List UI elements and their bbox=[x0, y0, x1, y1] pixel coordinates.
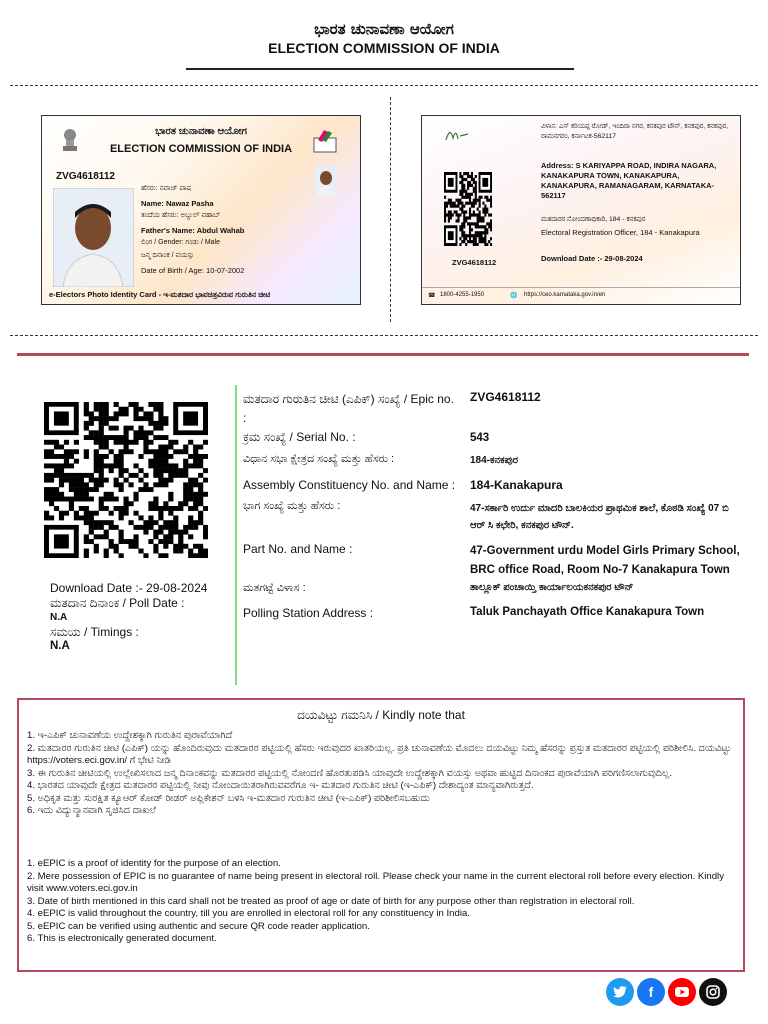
youtube-icon[interactable] bbox=[668, 978, 696, 1006]
notes-title: ದಯವಿಟ್ಟು ಗಮನಿಸಿ / Kindly note that bbox=[297, 708, 465, 722]
constituency-label-kannada: ವಿಧಾನ ಸಭಾ ಕ್ಷೇತ್ರದ ಸಂಖ್ಯೆ ಮತ್ತು ಹೆಸರು : bbox=[243, 453, 395, 465]
polling-address-value-kannada: ತಾಲ್ಲೂಕ್ ಪಂಚಾಯ್ತಿ ಕಾರ್ಯಾಲಯಕನಕಪುರ ಟೌನ್ bbox=[470, 582, 634, 593]
card-epic-number: ZVG4618112 bbox=[56, 171, 115, 182]
constituency-value-english: 184-Kanakapura bbox=[470, 478, 563, 492]
part-label-english: Part No. and Name : bbox=[243, 542, 353, 556]
card-qr-code bbox=[444, 172, 492, 246]
epic-no-label: ಮತದಾರ ಗುರುತಿನ ಚೀಟಿ (ಎಪಿಕ್) ಸಂಖ್ಯೆ / Epic no. : bbox=[243, 392, 454, 425]
epic-card-back bbox=[421, 115, 741, 305]
signature-image bbox=[444, 124, 470, 146]
constituency-label-english: Assembly Constituency No. and Name : bbox=[243, 478, 456, 492]
epic-no-value: ZVG4618112 bbox=[470, 390, 541, 404]
card-footer: e-Electors Photo Identity Card - ಇ-ಮತದಾರ ಭಾವಚಿತ್ರವಿರುವ ಗುರುತಿನ ಚೀಟಿ bbox=[49, 290, 271, 299]
cut-line-middle bbox=[390, 97, 391, 322]
gender: ಲಿಂಗ / Gender: ಗಂಡು / Male bbox=[141, 239, 220, 246]
part-value-english: 47-Government urdu Model Girls Primary School, BRC office Road, Room No-7 Kanakapura Town bbox=[470, 545, 740, 576]
voting-logo-icon bbox=[310, 128, 340, 154]
website-link[interactable]: https://ceo.karnataka.gov.in/en bbox=[524, 292, 606, 298]
download-date: Download Date :- 29-08-2024 bbox=[50, 581, 208, 595]
note-english-item: 2. Mere possession of EPIC is no guarantee of name being present in electoral roll. Please check your name in the current electoral roll before every election. Kindly visit www.voters.eci.gov.in bbox=[27, 870, 724, 894]
father-name-kannada: ತಂದೆಯ ಹೆಸರು: ಅಬ್ದುಲ್ ವಹಾಬ್ bbox=[141, 212, 221, 219]
note-kannada-item: 3. ಈ ಗುರುತಿನ ಚೀಟಿಯಲ್ಲಿ ಉಲ್ಲೇಖಿಸಲಾದ ಜನ್ಮ ದಿನಾಂಕವನ್ನು ಮತದಾರರ ಪಟ್ಟಿಯಲ್ಲಿ ನೋಂದಣಿ ಹೊರತುಪಡಿಸಿ ಯಾವುದೇ ಉದ್ದೇಶಕ್ಕಾಗಿ ವಯಸ್ಸು ಅಥವಾ ಹುಟ್ಟಿದ ದಿನಾಂಕದ ಪುರಾವೆಯಾಗಿ ಪರಿಗಣಿಸಲಾಗುವುದಿಲ್ಲ. bbox=[27, 767, 672, 779]
timings-value: N.A bbox=[50, 640, 70, 652]
note-kannada-item: 2. ಮತದಾರರ ಗುರುತಿನ ಚೀಟಿ (ಎಪಿಕ್) ಯನ್ನು ಹೊಂದಿರುವುದು ಮತದಾರರ ಪಟ್ಟಿಯಲ್ಲಿ ಹೆಸರು ಇರುವುದರ ಖಾತರಿಯಲ್ಲ. ಪ್ರತಿ ಚುನಾವಣೆಯ ಮೊದಲು ದಯವಿಟ್ಟು ನಿಮ್ಮ ಹೆಸರನ್ನು ಪ್ರಸ್ತುತ ಮತದಾರರ ಪಟ್ಟಿಯಲ್ಲಿ ಪರಿಶೀಲಿಸಿ. ದಯವಿಟ್ಟು https://voters.eci.gov.in/ ಗೆ ಭೇಟಿ ನೀಡಿ bbox=[27, 742, 732, 766]
note-english-item: 3. Date of birth mentioned in this card shall not be treated as proof of age or date of birth for any purpose other than registration in electoral roll. bbox=[27, 895, 635, 907]
section-divider bbox=[17, 353, 749, 356]
address-english: Address: S KARIYAPPA ROAD, INDIRA NAGARA, KANAKAPURA TOWN, KANAKAPURA, KANAKAPURA, RAMANAGARAM, KARNATAKA- 562117 bbox=[541, 161, 717, 200]
polling-address-label-kannada: ಮತಗಟ್ಟೆ ವಿಳಾಸ : bbox=[243, 582, 306, 594]
header-divider bbox=[186, 68, 574, 70]
voter-photo bbox=[53, 188, 134, 287]
serial-no-label: ಕ್ರಮ ಸಂಖ್ಯೆ / Serial No. : bbox=[243, 430, 356, 444]
name-kannada: ಹೆಸರು: ನವಾಜ್ ಪಾಷ bbox=[141, 185, 192, 192]
note-kannada-item: 6. ಇದು ವಿದ್ಯುನ್ಮಾನವಾಗಿ ಸೃಜಿಸಿದ ದಾಖಲೆ bbox=[27, 805, 156, 816]
voter-photo-small bbox=[315, 166, 337, 196]
ero-english: Electoral Registration Officer, 184 - Kanakapura bbox=[541, 228, 700, 237]
poll-date-label: ಮತದಾನ ದಿನಾಂಕ / Poll Date : bbox=[50, 596, 185, 610]
name-english: Name: Nawaz Pasha bbox=[141, 199, 214, 208]
notes-english-list bbox=[27, 858, 735, 946]
constituency-value-kannada: 184-ಕನಕಪುರ bbox=[470, 455, 519, 466]
epic-qr-code bbox=[44, 402, 208, 558]
card-title-english: ELECTION COMMISSION OF INDIA bbox=[109, 143, 293, 155]
part-label-kannada: ಭಾಗ ಸಂಖ್ಯೆ ಮತ್ತು ಹೆಸರು : bbox=[243, 500, 341, 512]
timings-label: ಸಮಯ / Timings : bbox=[50, 625, 139, 639]
globe-icon: 🌐 bbox=[510, 293, 518, 299]
note-english-item: 4. eEPIC is valid throughout the country, till you are enrolled in electoral roll for any constituency in India. bbox=[27, 908, 470, 919]
note-english-item: 1. eEPIC is a proof of identity for the purpose of an election. bbox=[27, 858, 281, 869]
notes-kannada-list bbox=[27, 730, 735, 818]
card-back-epic-number: ZVG4618112 bbox=[452, 258, 497, 267]
note-kannada-item: 1. ಇ-ಎಪಿಕ್ ಚುನಾವಣೆಯ ಉದ್ದೇಶಕ್ಕಾಗಿ ಗುರುತಿನ ಪುರಾವೆಯಾಗಿದೆ bbox=[27, 730, 233, 741]
dob-kannada: ಜನ್ಮ ದಿನಾಂಕ / ವಯಸ್ಸು bbox=[141, 252, 195, 259]
phone-icon: ☎ bbox=[428, 293, 436, 299]
header-title-english: ELECTION COMMISSION OF INDIA bbox=[268, 40, 500, 56]
serial-no-value: 543 bbox=[470, 432, 490, 444]
note-kannada-item: 5. ಅಧಿಕೃತ ಮತ್ತು ಸುರಕ್ಷಿತ ಕ್ಯೂಆರ್ ಕೋಡ್ ರೀಡರ್ ಅಪ್ಲಿಕೇಶನ್ ಬಳಸಿ ಇ-ಮತದಾರ ಗುರುತಿನ ಚೀಟಿ (ಇ-ಎಪಿಕ್) ಪರಿಶೀಲಿಸಬಹುದು bbox=[27, 792, 430, 804]
part-value-kannada: 47-ಸರ್ಕಾರಿ ಉರ್ದು ಮಾದರಿ ಬಾಲಕಿಯರ ಪ್ರಾಥಮಿಕ ಶಾಲೆ, ಕೊಠಡಿ ಸಂಖ್ಯೆ 07 ಬಿ ಆರ್ ಸಿ ಕಛೇರಿ, ಕನಕಪುರ ಟೌನ್. bbox=[470, 503, 729, 531]
instagram-icon[interactable] bbox=[699, 978, 727, 1006]
notes-box bbox=[17, 698, 745, 972]
note-english-item: 5. eEPIC can be verified using authentic and secure QR code reader application. bbox=[27, 920, 370, 932]
helpline-number: 1800-4255-1950 bbox=[440, 292, 485, 298]
card-title-kannada: ಭಾರತ ಚುನಾವಣಾ ಆಯೋಗ bbox=[155, 126, 247, 137]
note-english-item: 6. This is electronically generated document. bbox=[27, 933, 217, 944]
polling-address-value-english: Taluk Panchayath Office Kanakapura Town bbox=[470, 606, 705, 618]
card-download-date: Download Date :- 29-08-2024 bbox=[541, 254, 643, 263]
note-kannada-item: 4. ಭಾರತದ ಯಾವುದೇ ಕ್ಷೇತ್ರದ ಮತದಾರರ ಪಟ್ಟಿಯಲ್ಲಿ ನೀವು ನೋಂದಾಯಿತರಾಗಿರುವವರೆಗೂ ಇ- ಮತದಾರ ಗುರುತಿನ ಚೀಟಿ (ಇ-ಎಪಿಕ್) ದೇಶಾದ್ಯಂತ ಮಾನ್ಯವಾಗಿರುತ್ತದೆ. bbox=[27, 780, 534, 791]
epic-card-front bbox=[41, 115, 361, 305]
father-name-english: Father's Name: Abdul Wahab bbox=[141, 226, 245, 235]
polling-address-label-english: Polling Station Address : bbox=[243, 606, 374, 620]
cut-line-top bbox=[10, 85, 758, 86]
cut-line-bottom bbox=[10, 335, 758, 336]
address-kannada: ವಿಳಾಸ: ಎಸ್ ಕರಿಯಪ್ಪ ರೋಡ್, ಇಂದಿರಾ ನಗರ, ಕನಕಪುರ ಟೌನ್, ಕನಕಪುರ, ಕನಕಪುರ, ರಾಮನಗರಂ, ಕರ್ನಾಟಕ-562117 bbox=[541, 123, 728, 140]
poll-date-value: N.A bbox=[50, 612, 68, 623]
header-title-kannada: ಭಾರತ ಚುನಾವಣಾ ಆಯೋಗ bbox=[314, 20, 454, 38]
details-divider bbox=[235, 385, 237, 685]
ero-kannada: ಮತದಾರರ ನೋಂದಣಾಧಿಕಾರಿ, 184 - ಕನಕಪುರ bbox=[541, 216, 646, 223]
facebook-icon[interactable]: f bbox=[637, 978, 665, 1006]
dob-english: Date of Birth / Age: 10-07-2002 bbox=[141, 266, 245, 275]
card-back-divider bbox=[422, 287, 740, 288]
twitter-icon[interactable] bbox=[606, 978, 634, 1006]
